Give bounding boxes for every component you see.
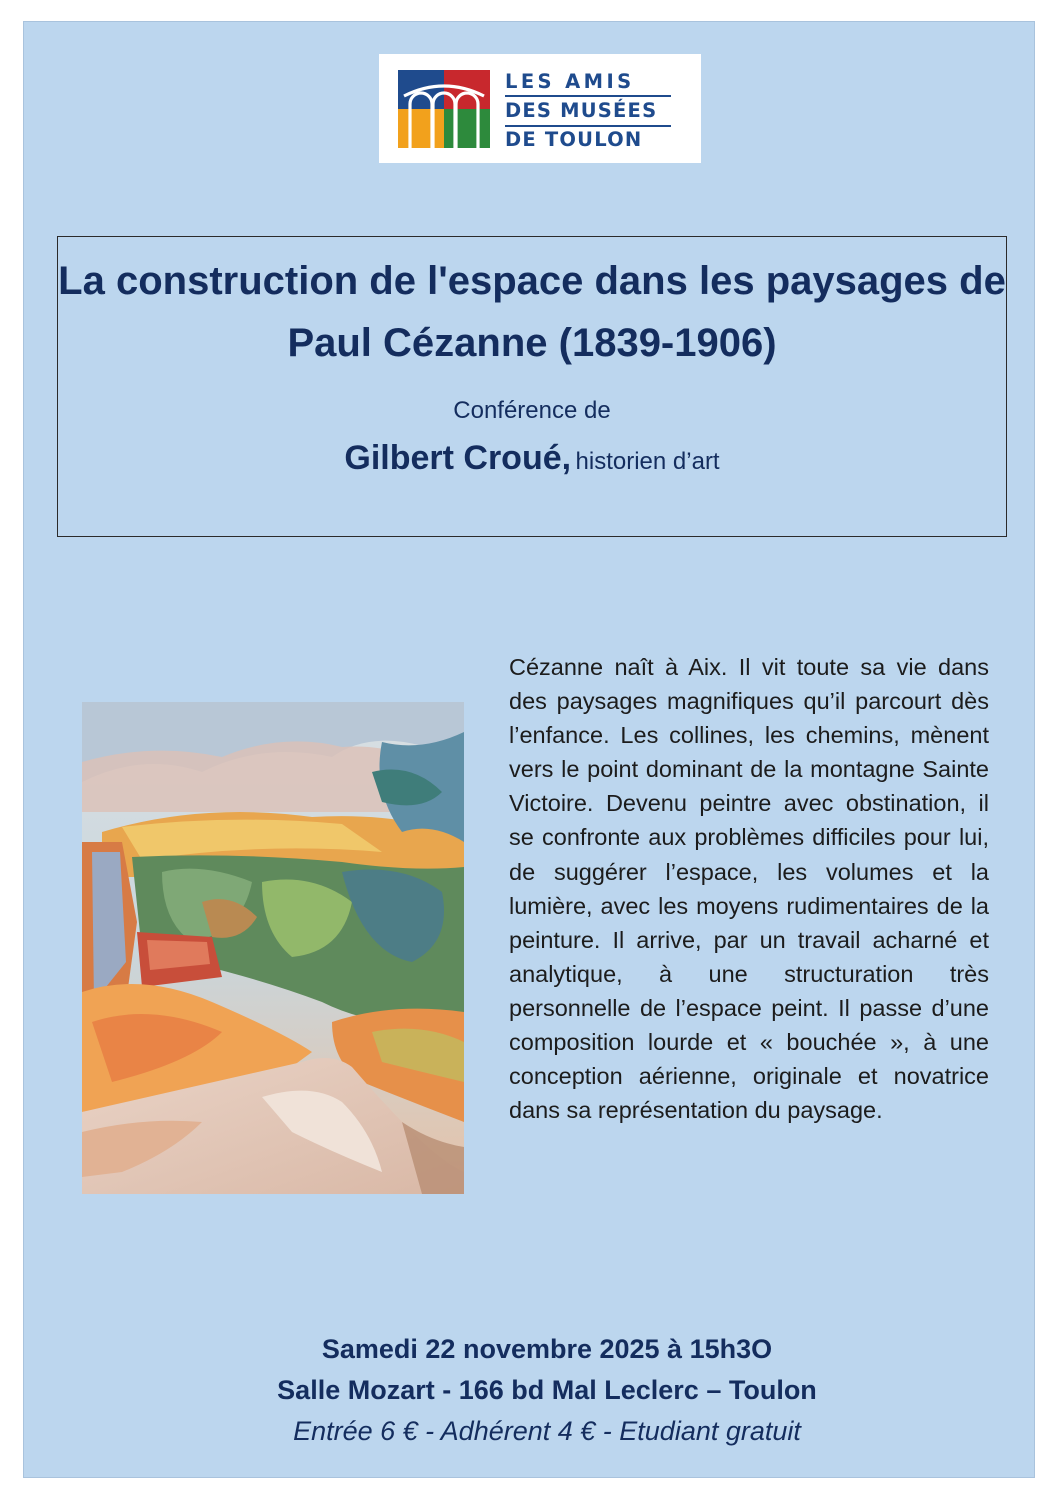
speaker-line bbox=[58, 438, 1006, 485]
event-price: Entrée 6 € - Adhérent 4 € - Etudiant gratuit bbox=[293, 1416, 801, 1446]
speaker-role: historien d’art bbox=[575, 448, 720, 475]
museum-arches-icon bbox=[398, 70, 490, 148]
description-text: Cézanne naît à Aix. Il vit toute sa vie dans des paysages magnifiques qu’il parcourt dès l’enfance. Les collines, les chemins, mènent vers le point dominant de la montagne Sainte Victoire. Devenu peintre avec obstination, il se confronte aux problèmes difficiles pour lui, de suggérer l’espace, les volumes et la lumière, avec les moyens rudimentaires de la peinture. Il arrive, par un travail acharné et analytique, à une structuration très personnelle de l’espace peint. Il passe d’une composition lourde et « bouchée », à une conception aérienne, originale et novatrice dans sa représentation du paysage. bbox=[509, 654, 989, 1124]
title-box bbox=[57, 236, 1007, 537]
organization-name bbox=[505, 67, 685, 154]
event-date: Samedi 22 novembre 2025 à 15h3O bbox=[321, 1334, 773, 1364]
cezanne-painting bbox=[82, 702, 464, 1194]
landscape-painting-icon bbox=[82, 702, 464, 1194]
organization-logo bbox=[379, 54, 701, 163]
event-place: Salle Mozart - 166 bd Mal Leclerc – Toulon bbox=[277, 1375, 817, 1405]
speaker-name: Gilbert Croué, bbox=[344, 439, 572, 477]
conference-title: La construction de l'espace dans les paysages de Paul Cézanne (1839-1906) bbox=[58, 259, 1006, 365]
logo-line-1: LES AMIS bbox=[505, 70, 635, 93]
logo-line-2: DES MUSÉES bbox=[505, 99, 658, 122]
conference-label: Conférence de bbox=[453, 397, 611, 424]
logo-line-3: DE TOULON bbox=[505, 128, 643, 151]
